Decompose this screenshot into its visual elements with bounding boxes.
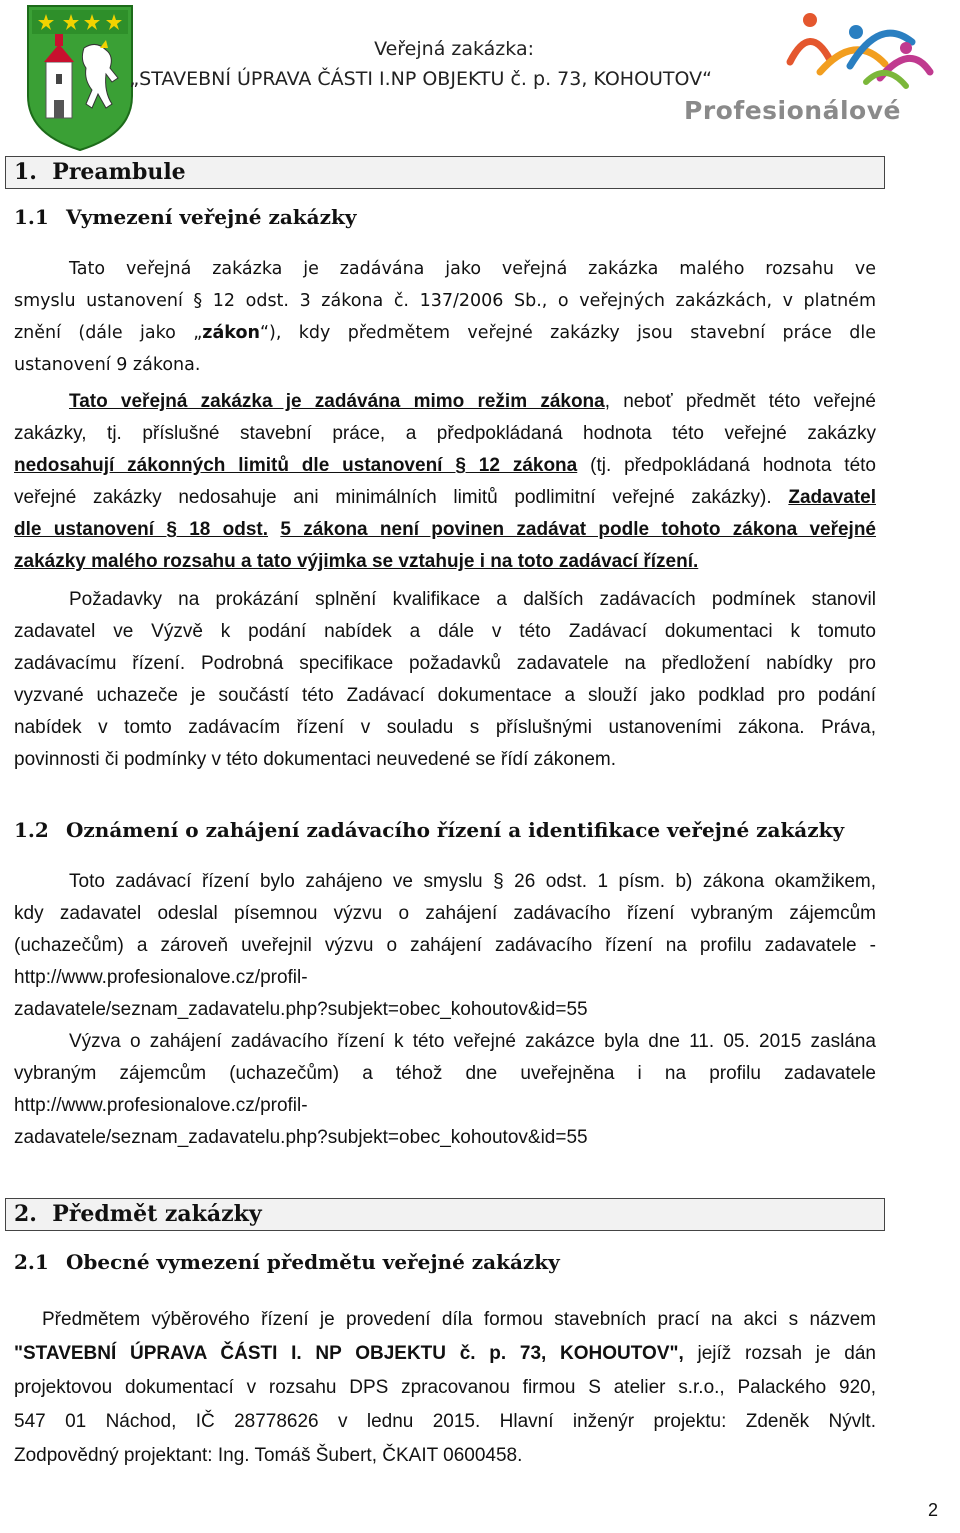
- text-line: [14, 546, 876, 578]
- profile-url-line: zadavatele/seznam_zadavatelu.php?subjekt=obec_kohoutov&id=55: [14, 1127, 588, 1148]
- emphasis-run: zakázky malého rozsahu a tato výjimka se vztahuje i na toto zadávací řízení.: [14, 551, 699, 572]
- profile-url-line: http://www.profesionalove.cz/profil-: [14, 967, 308, 988]
- text-line: [14, 482, 876, 514]
- paragraph-2-1: [14, 1303, 876, 1473]
- emphasis-run: Tato veřejná zakázka je zadávána mimo režim zákona: [69, 391, 605, 412]
- text-run: znění (dále jako „: [14, 323, 203, 343]
- text-line: [14, 386, 876, 418]
- profile-url-line: http://www.profesionalove.cz/profil-: [14, 1095, 308, 1116]
- text-line: vybraným zájemcům (uchazečům) a téhož dne uveřejněna i na profilu zadavatele: [14, 1063, 876, 1084]
- text-line: [14, 317, 876, 349]
- text-line: nabídek v tomto zadávacím řízení v souladu s příslušnými ustanoveními zákona. Práva,: [14, 717, 876, 738]
- profesionalove-logo: [680, 2, 942, 132]
- defined-term: zákon: [202, 323, 260, 343]
- text-line: Požadavky na prokázání splnění kvalifikace a dalších zadávacích podmínek stanovil: [69, 589, 876, 610]
- text-line: [14, 1337, 876, 1371]
- section-1-heading: 1. Preambule: [5, 156, 885, 189]
- text-run: jejíž rozsah je dán: [683, 1343, 876, 1364]
- text-line: zadávacímu řízení. Podrobná specifikace požadavků zadavatele na předložení nabídky pro: [14, 653, 876, 674]
- text-line: (uchazečům) a zároveň uveřejnil výzvu o zahájení zadávacího řízení na profilu zadavatele -: [14, 935, 876, 956]
- subsection-title: Obecné vymezení předmětu veřejné zakázky: [66, 1250, 560, 1274]
- header-tender-label: Veřejná zakázka:: [374, 38, 534, 60]
- text-line: zakázky, tj. příslušné stavební práce, a předpokládaná hodnota této veřejné zakázky: [14, 423, 876, 444]
- subsection-number: 1.2: [14, 818, 49, 842]
- text-line: 547 01 Náchod, IČ 28778626 v lednu 2015. Hlavní inženýr projektu: Zdeněk Nývlt.: [14, 1411, 876, 1432]
- text-line: projektovou dokumentací v rozsahu DPS zpracovanou firmou S atelier s.r.o., Palackého 920,: [14, 1377, 876, 1398]
- paragraph-1-2: [14, 866, 876, 1154]
- text-run: , neboť předmět této veřejné: [604, 391, 876, 412]
- emphasis-run: 5 zákona není povinen zadávat podle tohoto zákona veřejné: [280, 519, 877, 540]
- subsection-title: Oznámení o zahájení zadávacího řízení a identifikace veřejné zakázky: [66, 818, 845, 842]
- subsection-title: Vymezení veřejné zakázky: [66, 205, 357, 229]
- text-line: ustanovení 9 zákona.: [14, 355, 201, 375]
- text-line: Výzva o zahájení zadávacího řízení k této veřejné zakázce byla dne 11. 05. 2015 zaslána: [69, 1031, 876, 1052]
- paragraph-1-1-b: [14, 386, 876, 578]
- brand-name: Profesionálové: [684, 96, 901, 125]
- text-line: Předmětem výběrového řízení je provedení díla formou stavebních prací na akci s názvem: [42, 1309, 876, 1330]
- text-line: Tato veřejná zakázka je zadávána jako veřejná zakázka malého rozsahu ve: [69, 259, 876, 279]
- subsection-1-1-heading: [14, 205, 356, 229]
- brand-figures-icon: [680, 2, 942, 94]
- text-line: zadavatel ve Výzvě k podání nabídek a dále v této Zadávací dokumentaci k tomuto: [14, 621, 876, 642]
- text-line: Toto zadávací řízení bylo zahájeno ve smyslu § 26 odst. 1 písm. b) zákona okamžikem,: [69, 871, 876, 892]
- text-run: “), kdy předmětem veřejné zakázky jsou stavební práce dle: [259, 323, 877, 343]
- text-line: Zodpovědný projektant: Ing. Tomáš Šubert, ČKAIT 0600458.: [14, 1445, 523, 1466]
- text-line: kdy zadavatel odeslal písemnou výzvu o zahájení zadávacího řízení vybraným zájemcům: [14, 903, 876, 924]
- header-tender-name: „STAVEBNÍ ÚPRAVA ČÁSTI I.NP OBJEKTU č. p. 73, KOHOUTOV“: [129, 68, 712, 90]
- subsection-2-1-heading: [14, 1250, 560, 1274]
- page-number: 2: [927, 1500, 938, 1520]
- text-run: veřejné zakázky nedosahuje ani minimálních limitů podlimitní veřejné zakázky).: [14, 487, 789, 508]
- text-line: [14, 450, 876, 482]
- subsection-number: 1.1: [14, 205, 49, 229]
- text-run: (tj. předpokládaná hodnota této: [577, 455, 876, 476]
- project-name: "STAVEBNÍ ÚPRAVA ČÁSTI I. NP OBJEKTU č. p. 73, KOHOUTOV",: [14, 1343, 684, 1364]
- emphasis-run: Zadavatel: [788, 487, 876, 508]
- profile-url-line: zadavatele/seznam_zadavatelu.php?subjekt=obec_kohoutov&id=55: [14, 999, 588, 1020]
- municipal-crest-logo: [26, 4, 134, 152]
- text-line: povinnosti či podmínky v této dokumentaci neuvedené se řídí zákonem.: [14, 749, 617, 770]
- text-line: [14, 514, 876, 546]
- text-line: vyzvané uchazeče je součástí této Zadávací dokumentace a slouží jako podklad pro podání: [14, 685, 876, 706]
- section-2-heading: 2. Předmět zakázky: [5, 1198, 885, 1231]
- emphasis-run: dle ustanovení § 18 odst.: [14, 519, 269, 540]
- subsection-number: 2.1: [14, 1250, 49, 1274]
- paragraph-1-1-c: [14, 584, 876, 776]
- text-line: smyslu ustanovení § 12 odst. 3 zákona č. 137/2006 Sb., o veřejných zakázkách, v platném: [14, 291, 876, 311]
- subsection-1-2-heading: [14, 818, 844, 842]
- paragraph-1-1-a: [14, 253, 876, 381]
- emphasis-run: nedosahují zákonných limitů dle ustanovení § 12 zákona: [14, 455, 578, 476]
